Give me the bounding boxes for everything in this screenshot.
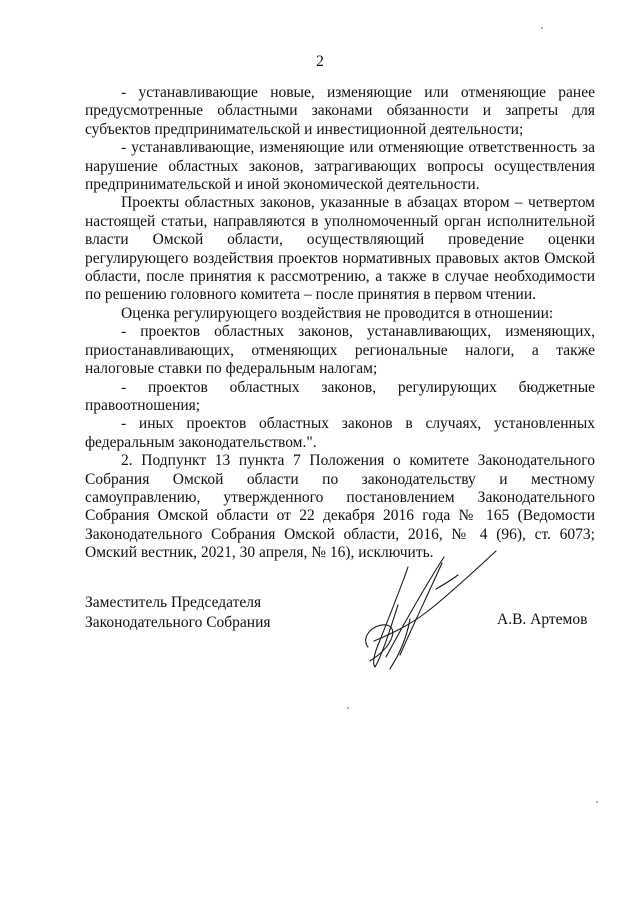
document-body xyxy=(85,84,595,563)
paragraph-draft-laws: Проекты областных законов, указанные в абзацах втором – четвертом настоящей статьи, направляются в уполномоченный орган исполнительной власти Омской области, осуществляющий проведение оценки регулирующего воздействия проектов нормативных правовых актов Омской области, после принятия к рассмотрению, а также в случае необходимости по решению головного комитета – после принятия в первом чтении. xyxy=(85,194,595,304)
paragraph-exemption-budget: - проектов областных законов, регулирующих бюджетные правоотношения; xyxy=(85,378,595,414)
paragraph-exemption-federal: - иных проектов областных законов в случаях, установленных федеральным законодательством.". xyxy=(85,415,595,451)
paragraph-exemption-intro: Оценка регулирующего воздействия не проводится в отношении: xyxy=(121,304,554,322)
scan-speck xyxy=(347,707,349,709)
page-number: 2 xyxy=(316,53,324,70)
signatory-name: А.В. Артемов xyxy=(497,611,588,628)
scan-speck xyxy=(541,27,543,29)
paragraph-list-item-1: - устанавливающие новые, изменяющие или отменяющие ранее предусмотренные областными законами обязанности и запреты для субъектов предпринимательской и инвестиционной деятельности; xyxy=(85,84,595,138)
scan-speck xyxy=(596,801,598,803)
paragraph-list-item-2: - устанавливающие, изменяющие или отменяющие ответственность за нарушение областных законов, затрагивающих вопросы осуществления предпринимательской и иной экономической деятельности. xyxy=(85,139,595,194)
signatory-position-line-2: Законодательного Собрания xyxy=(85,614,271,631)
handwritten-signature xyxy=(348,545,508,675)
paragraph-item-2: 2. Подпункт 13 пункта 7 Положения о комитете Законодательного Собрания Омской области по законодательству и местному самоуправлению, утвержденного постановлением Законодательного Собрания Омской области от 22 декабря 2016 года № 165 (Ведомости Законодательного Собрания Омской области, 2016, № 4 (96), ст. 6073; Омский вестник, 2021, 30 апреля, № 16), исключить. xyxy=(85,452,595,562)
paragraph-exemption-taxes: - проектов областных законов, устанавливающих, изменяющих, приостанавливающих, отменяющих региональные налоги, а также налоговые ставки по федеральным налогам; xyxy=(85,323,595,378)
signatory-position xyxy=(85,593,271,633)
signatory-position-line-1: Заместитель Председателя xyxy=(85,594,262,611)
